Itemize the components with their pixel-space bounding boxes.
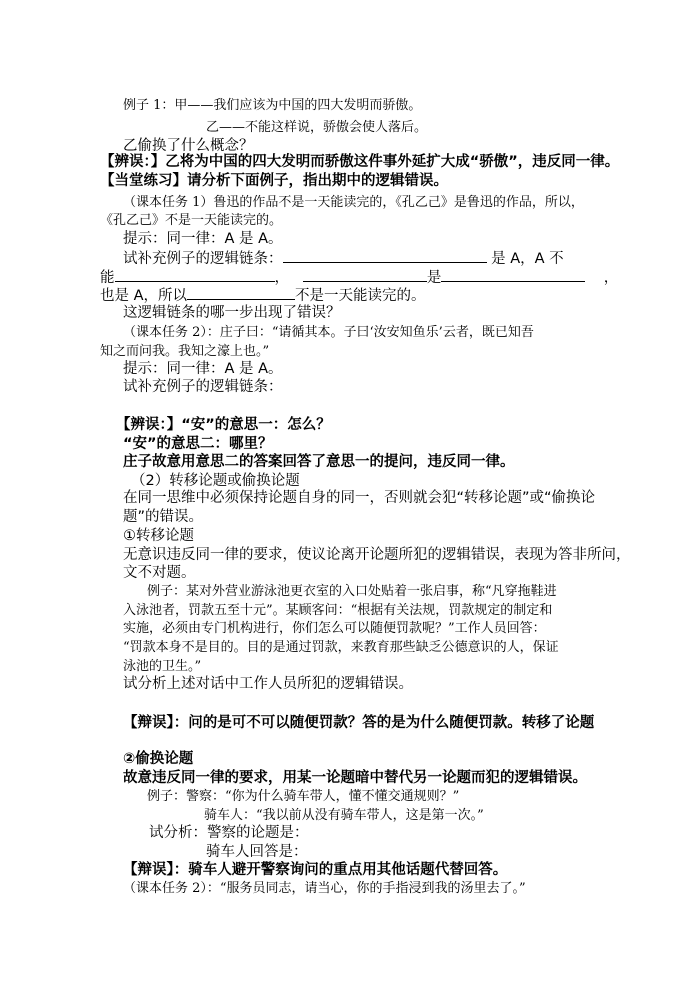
blank-1[interactable] xyxy=(283,247,487,263)
example-pool-line2: 入泳池者，罚款五至十元”。某顾客问：“根据有关法规，罚款规定的制定和 xyxy=(123,603,553,618)
task-2-line2: 知之而问我。我知之濠上也。” xyxy=(100,344,270,359)
example-1-yi: 乙——不能这样说，骄傲会使人落后。 xyxy=(206,120,428,135)
logic-chain-line3: 也是 A，所以 不是一天能读完的。 xyxy=(100,284,426,306)
question-police-topic: 试分析：警察的论题是： xyxy=(149,825,309,841)
analysis-an-meaning-1: 【辨误：】“安”的意思一：怎么？ xyxy=(116,417,331,433)
question-rider-answer: 骑车人回答是： xyxy=(206,844,308,860)
steal-def: 故意违反同一律的要求，用某一论题暗中替代另一论题而犯的逻辑错误。 xyxy=(123,770,587,786)
definition-line1: 在同一思维中必须保持论题自身的同一，否则就会犯“转移论题”或“偷换论 xyxy=(123,490,596,506)
task-2-waiter: （课本任务 2）：“服务员同志，请当心，你的手指浸到我的汤里去了。” xyxy=(123,881,526,896)
example-pool-line3: 实施，必须由专门机构进行，你们怎么可以随便罚款呢？”工作人员回答： xyxy=(123,621,546,636)
transfer-def-line2: 文不对题。 xyxy=(123,565,196,581)
example-police: 例子：警察：“你为什么骑车带人，懂不懂交通规则？” xyxy=(147,789,460,804)
practice-heading: 【当堂练习】请分析下面例子，指出期中的逻辑错误。 xyxy=(100,173,448,189)
example-1-jia: 例子 1：甲——我们应该为中国的四大发明而骄傲。 xyxy=(123,98,422,113)
section-2-heading: （2）转移论题或偷换论题 xyxy=(131,473,300,489)
question-pool: 试分析上述对话中工作人员所犯的逻辑错误。 xyxy=(123,676,413,692)
hint-2: 提示：同一律：A 是 A。 xyxy=(123,361,283,377)
logic-chain-line1: 试补充例子的逻辑链条： 是 A，A 不 xyxy=(123,247,564,269)
example-pool-line4: “罚款本身不是目的。目的是通过罚款，来教育那些缺乏公德意识的人，保证 xyxy=(123,640,559,655)
analysis-rider: 【辩误】：骑车人避开警察询问的重点用其他话题代替回答。 xyxy=(123,862,508,878)
task-1-line1: （课本任务 1）鲁迅的作品不是一天能读完的，《孔乙己》是鲁迅的作品，所以， xyxy=(123,195,584,210)
analysis-an-meaning-2: “安”的意思二：哪里？ xyxy=(123,436,273,452)
example-pool-line1: 例子：某对外营业游泳池更衣室的入口处贴着一张启事，称“凡穿拖鞋进 xyxy=(147,584,557,599)
task-1-line2: 《孔乙己》不是一天能读完的。 xyxy=(100,213,283,228)
blank-5[interactable] xyxy=(187,284,295,300)
logic-chain-2: 试补充例子的逻辑链条： xyxy=(123,379,283,395)
subsection-transfer: ①转移论题 xyxy=(123,528,194,544)
transfer-def-line1: 无意识违反同一律的要求，使议论离开论题所犯的逻辑错误，表现为答非所问， xyxy=(123,547,631,563)
analysis-zhuangzi: 庄子故意用意思二的答案回答了意思一的提问，违反同一律。 xyxy=(123,454,515,470)
question-concept: 乙偷换了什么概念？ xyxy=(123,138,254,154)
blank-4[interactable] xyxy=(441,266,585,282)
example-pool-line5: 泳池的卫生。” xyxy=(123,659,202,674)
analysis-1: 【辨误：】乙将为中国的四大发明而骄傲这件事外延扩大成“骄傲”，违反同一律。 xyxy=(100,154,620,170)
question-error-step: 这逻辑链条的哪一步出现了错误？ xyxy=(123,305,341,321)
example-rider: 骑车人：“我以前从没有骑车带人，这是第一次。” xyxy=(204,808,484,823)
blank-3[interactable] xyxy=(303,266,427,282)
hint-1: 提示：同一律：A 是 A。 xyxy=(123,231,283,247)
task-2-line1: （课本任务 2）：庄子曰：“请循其本。子曰‘汝安知鱼乐’云者，既已知吾 xyxy=(123,325,534,340)
analysis-pool: 【辩误】：问的是可不可以随便罚款？答的是为什么随便罚款。转移了论题 xyxy=(123,715,595,731)
logic-chain-line2: 能 ， 是 ， xyxy=(100,266,618,288)
definition-line2: 题”的错误。 xyxy=(123,509,204,525)
blank-2[interactable] xyxy=(115,266,275,282)
subsection-steal: ②偷换论题 xyxy=(123,751,194,767)
